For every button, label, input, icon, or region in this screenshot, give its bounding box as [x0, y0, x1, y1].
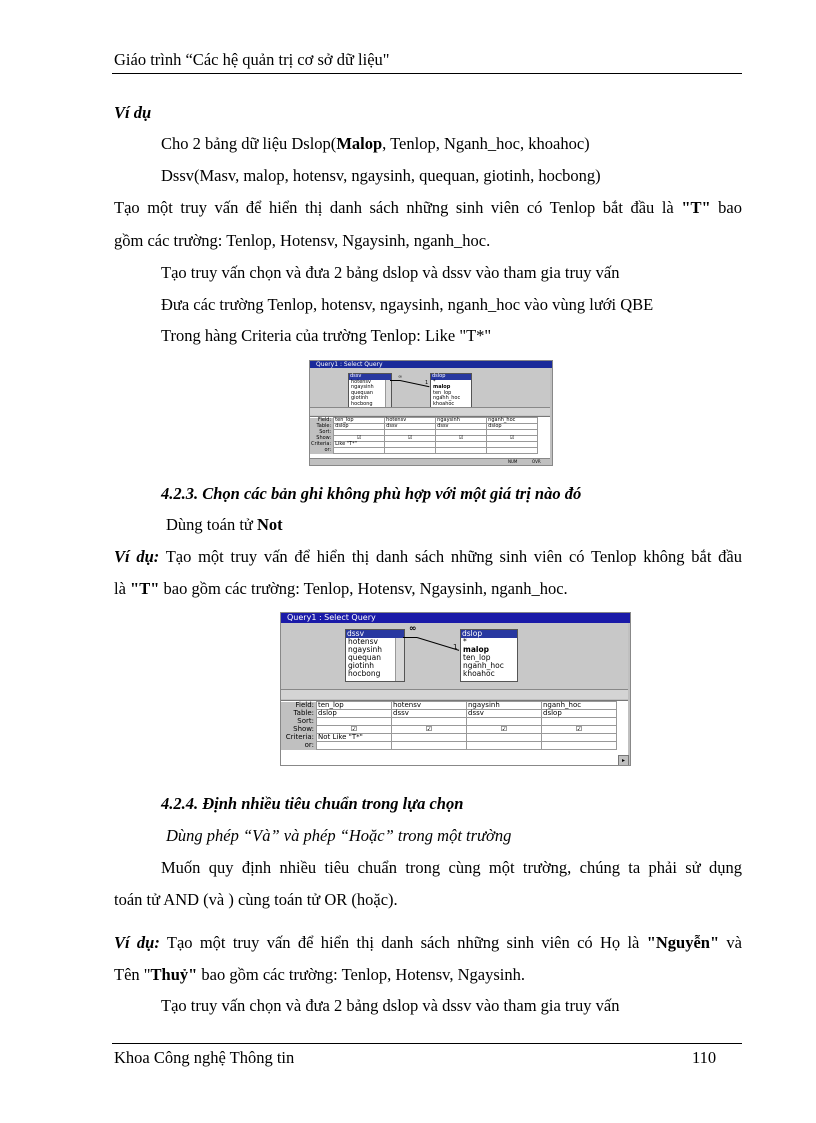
- section-4-2-4-heading: 4.2.4. Định nhiều tiêu chuẩn trong lựa chọn: [161, 794, 464, 813]
- table-box-dssv: dssv hotensv ngaysinh quequan giotinh hocbong: [345, 629, 405, 682]
- step-1: Tạo truy vấn chọn và đưa 2 bảng dslop và dssv vào tham gia truy vấn: [161, 263, 620, 282]
- footer-department: Khoa Công nghệ Thông tin: [114, 1048, 295, 1067]
- show-checkbox[interactable]: ☑: [467, 726, 542, 734]
- relationship-line: [390, 380, 400, 381]
- table-box-dslop: dslop * malop ten_lop nganh_hoc khoahoc: [460, 629, 518, 682]
- relationship-one: 1: [425, 380, 429, 386]
- paragraph-task-3: Ví dụ: Tạo một truy vấn để hiển thị danh sách những sinh viên có Họ là "Nguyễn" và: [114, 933, 743, 952]
- query-design-screenshot-2: [280, 612, 631, 766]
- table-scrollbar[interactable]: [385, 380, 391, 407]
- qbe-grid: Field: ten_lop hotensv ngaysinh nganh_hoc Table: dslop dssv dssv dslop Sort: Show: ☑ ☑ ☑ ☑ Criteria: Like "T*" or:: [310, 416, 550, 465]
- step-4: Tạo truy vấn chọn và đưa 2 bảng dslop và dssv vào tham gia truy vấn: [161, 996, 620, 1015]
- table-scrollbar[interactable]: [395, 638, 404, 681]
- scroll-right-arrow-icon[interactable]: ▸: [618, 755, 629, 766]
- show-checkbox[interactable]: ☑: [542, 726, 617, 734]
- paragraph-task-1: Tạo một truy vấn để hiển thị danh sách những sinh viên có Tenlop bắt đầu là "T" bao: [114, 198, 743, 217]
- window-title: Query1 : Select Query: [281, 613, 630, 623]
- paragraph-and-or-cont: toán tử AND (và ) cùng toán tử OR (hoặc).: [114, 890, 398, 909]
- show-checkbox[interactable]: ☑: [392, 726, 467, 734]
- paragraph-task-2: Ví dụ: Tạo một truy vấn để hiển thị danh sách những sinh viên có Tenlop không bắt đầu: [114, 547, 743, 566]
- window-title: Query1 : Select Query: [310, 361, 552, 368]
- criteria-cell[interactable]: Not Like "T*": [317, 734, 392, 742]
- show-checkbox[interactable]: ☑: [487, 436, 538, 442]
- paragraph-task-2-cont: là "T" bao gồm các trường: Tenlop, Hotensv, Ngaysinh, nganh_hoc.: [114, 579, 568, 598]
- paragraph-task-1-cont: gồm các trường: Tenlop, Hotensv, Ngaysinh, nganh_hoc.: [114, 231, 491, 250]
- show-checkbox[interactable]: ☑: [385, 436, 436, 442]
- horizontal-scrollbar[interactable]: [310, 407, 550, 415]
- section-4-2-3-heading: 4.2.3. Chọn các bản ghi không phù hợp với một giá trị nào đó: [161, 484, 582, 503]
- paragraph-dssv: Dssv(Masv, malop, hotensv, ngaysinh, quequan, giotinh, hocbong): [161, 166, 601, 185]
- relationship-many: ∞: [398, 374, 403, 380]
- step-2: Đưa các trường Tenlop, hotensv, ngaysinh, nganh_hoc vào vùng lưới QBE: [161, 295, 654, 314]
- relationship-one: 1: [453, 643, 458, 651]
- status-bar: NUM OVR: [310, 458, 550, 465]
- show-checkbox[interactable]: ☑: [317, 726, 392, 734]
- qbe-grid: Field: ten_lop hotensv ngaysinh nganh_hoc Table: dslop dssv dssv dslop Sort: Show: ☑ ☑ ☑ ☑ Criteria: Not Like "T*" or:: [281, 700, 628, 765]
- example-label-1: Ví dụ: [114, 103, 152, 122]
- subheading-and-or: Dùng phép “Và” và phép “Hoặc” trong một trường: [166, 826, 512, 845]
- horizontal-scrollbar[interactable]: [281, 689, 628, 699]
- paragraph-dslop: Cho 2 bảng dữ liệu Dslop(Malop, Tenlop, Nganh_hoc, khoahoc): [161, 134, 590, 153]
- paragraph-and-or: Muốn quy định nhiều tiêu chuẩn trong cùng một trường, chúng ta phải sử dụng: [161, 858, 742, 877]
- paragraph-task-3-cont: Tên "Thuỷ" bao gồm các trường: Tenlop, Hotensv, Ngaysinh.: [114, 965, 525, 984]
- criteria-cell[interactable]: Like "T*": [334, 442, 385, 448]
- page-header: Giáo trình “Các hệ quản trị cơ sở dữ liệu": [114, 50, 390, 69]
- table-box-dslop: dslop * malop ten_lop nganh_hoc khoahoc: [430, 373, 472, 408]
- page-number: 110: [692, 1048, 717, 1067]
- footer-rule: [112, 1043, 742, 1044]
- table-box-dssv: dssv hotensv ngaysinh quequan giotinh hocbong: [348, 373, 392, 408]
- relationship-many: ∞: [409, 624, 417, 634]
- paragraph-not: Dùng toán tử Not: [166, 515, 283, 534]
- query-design-screenshot-1: [309, 360, 553, 466]
- step-3: Trong hàng Criteria của trường Tenlop: Like "T*": [161, 326, 492, 345]
- show-checkbox[interactable]: ☑: [436, 436, 487, 442]
- show-checkbox[interactable]: ☑: [334, 436, 385, 442]
- relationship-line: [403, 637, 417, 638]
- table-pane: [281, 623, 628, 691]
- header-rule: [112, 73, 742, 74]
